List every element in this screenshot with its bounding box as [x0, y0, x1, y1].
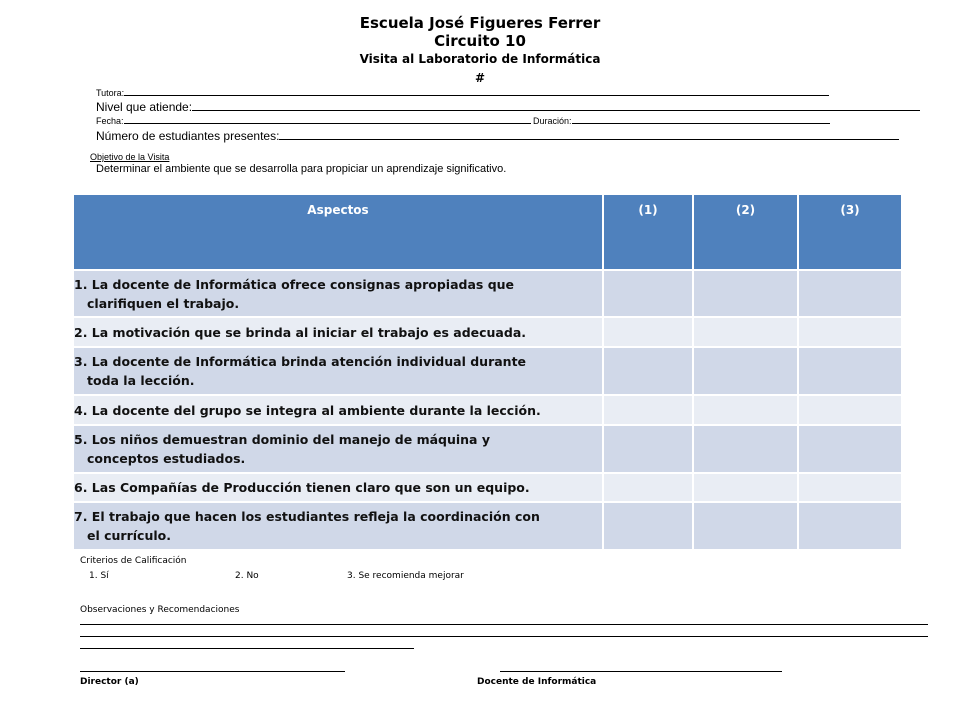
- objective-label: Objetivo de la Visita: [90, 152, 170, 162]
- rating-cell-3[interactable]: [798, 270, 902, 317]
- number-sign: #: [474, 71, 486, 85]
- estudiantes-field: [96, 129, 899, 143]
- aspect-line2: clarifiquen el trabajo.: [87, 295, 240, 311]
- rating-cell-2[interactable]: [693, 473, 798, 502]
- aspect-line1: 5. Los niños demuestran dominio del manejo de máquina y: [74, 432, 490, 447]
- rating-cell-3[interactable]: [798, 473, 902, 502]
- aspect-cell: [73, 425, 603, 473]
- rating-cell-2[interactable]: [693, 317, 798, 347]
- observations-line-1[interactable]: [80, 624, 928, 625]
- docente-label: Docente de Informática: [477, 677, 597, 687]
- tutora-field: [96, 87, 829, 98]
- header-aspectos: Aspectos: [73, 194, 603, 270]
- aspect-line1: 1. La docente de Informática ofrece consignas apropiadas que: [74, 276, 515, 292]
- criteria-title: Criterios de Calificación: [80, 556, 187, 566]
- rating-cell-2[interactable]: [693, 395, 798, 425]
- criteria-item-si: 1. Sí: [89, 571, 109, 581]
- rating-cell-3[interactable]: [798, 317, 902, 347]
- table-row: [73, 317, 902, 347]
- rating-cell-1[interactable]: [603, 502, 693, 550]
- rating-cell-1[interactable]: [603, 425, 693, 473]
- estudiantes-label: Número de estudiantes presentes:: [96, 129, 280, 143]
- rating-cell-2[interactable]: [693, 347, 798, 395]
- nivel-field: [96, 100, 920, 114]
- aspect-line2: conceptos estudiados.: [87, 451, 246, 466]
- aspect-cell: [73, 270, 603, 317]
- tutora-line[interactable]: [124, 87, 829, 96]
- tutora-label: Tutora:: [96, 88, 125, 98]
- aspect-cell: [73, 347, 603, 395]
- table-row: [73, 270, 902, 317]
- rating-cell-3[interactable]: [798, 395, 902, 425]
- circuit-name: Circuito 10: [434, 32, 526, 50]
- rating-cell-1[interactable]: [603, 270, 693, 317]
- rating-cell-1[interactable]: [603, 473, 693, 502]
- criteria-item-mejorar: 3. Se recomienda mejorar: [347, 571, 464, 581]
- header-col-3: (3): [798, 194, 902, 270]
- fecha-field: [96, 115, 830, 126]
- aspect-line1: 3. La docente de Informática brinda atención individual durante: [74, 354, 527, 369]
- nivel-label: Nivel que atiende:: [96, 100, 193, 114]
- header-col-2: (2): [693, 194, 798, 270]
- header-col-1: (1): [603, 194, 693, 270]
- rating-cell-2[interactable]: [693, 502, 798, 550]
- rating-cell-2[interactable]: [693, 270, 798, 317]
- docente-signature-line[interactable]: [500, 671, 782, 672]
- rating-cell-1[interactable]: [603, 395, 693, 425]
- aspect-cell: 4. La docente del grupo se integra al ambiente durante la lección.: [73, 395, 603, 425]
- table-row: [73, 395, 902, 425]
- duracion-line[interactable]: [572, 115, 830, 124]
- rating-cell-1[interactable]: [603, 347, 693, 395]
- rating-cell-3[interactable]: [798, 347, 902, 395]
- aspect-line2: toda la lección.: [87, 373, 195, 388]
- observations-title: Observaciones y Recomendaciones: [80, 605, 240, 615]
- objective-text: Determinar el ambiente que se desarrolla para propiciar un aprendizaje significativo.: [96, 163, 507, 175]
- visit-title: Visita al Laboratorio de Informática: [359, 52, 601, 66]
- evaluation-table: [72, 193, 903, 551]
- fecha-label: Fecha:: [96, 116, 124, 126]
- rating-cell-1[interactable]: [603, 317, 693, 347]
- rating-cell-3[interactable]: [798, 425, 902, 473]
- table-header-row: [73, 194, 902, 270]
- aspect-line1: 7. El trabajo que hacen los estudiantes refleja la coordinación con: [74, 509, 540, 524]
- table-row: [73, 425, 902, 473]
- criteria-item-no: 2. No: [235, 571, 259, 581]
- estudiantes-line[interactable]: [279, 131, 899, 140]
- rating-cell-3[interactable]: [798, 502, 902, 550]
- rating-cell-2[interactable]: [693, 425, 798, 473]
- observations-line-3[interactable]: [80, 648, 414, 649]
- aspect-cell: 6. Las Compañías de Producción tienen claro que son un equipo.: [73, 473, 603, 502]
- aspect-cell: 2. La motivación que se brinda al iniciar el trabajo es adecuada.: [73, 317, 603, 347]
- table-row: [73, 473, 902, 502]
- nivel-line[interactable]: [192, 102, 920, 111]
- school-name: Escuela José Figueres Ferrer: [359, 14, 601, 32]
- fecha-line[interactable]: [124, 115, 531, 124]
- aspect-line2: el currículo.: [87, 528, 171, 543]
- observations-line-2[interactable]: [80, 636, 928, 637]
- duracion-label: Duración:: [533, 116, 572, 126]
- table-row: [73, 347, 902, 395]
- aspect-cell: [73, 502, 603, 550]
- director-label: Director (a): [80, 677, 139, 687]
- director-signature-line[interactable]: [80, 671, 345, 672]
- table-row: [73, 502, 902, 550]
